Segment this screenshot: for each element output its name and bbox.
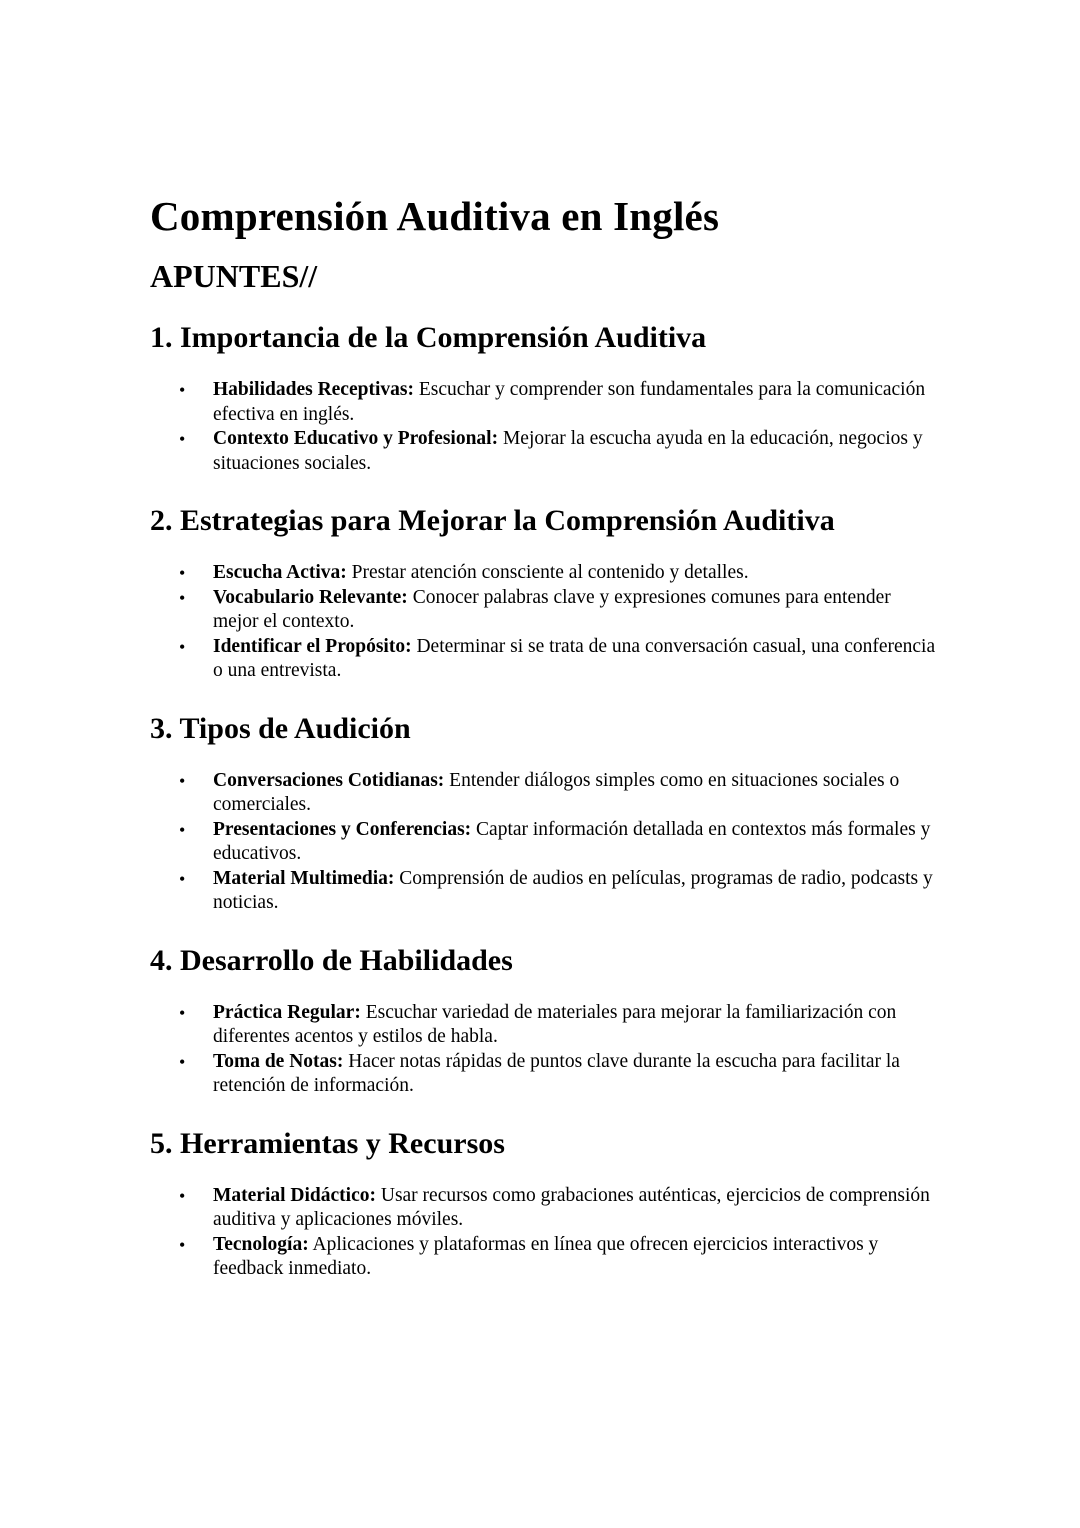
item-text: Prestar atención consciente al contenido y detalles. xyxy=(346,562,749,583)
item-text: Conocer palabras clave y expresiones comunes para entender mejor el contexto. xyxy=(213,586,891,632)
document-page xyxy=(150,190,940,1282)
bullet-list xyxy=(150,769,940,916)
bullet-list xyxy=(150,378,940,476)
item-text: Entender diálogos simples como en situaciones sociales o comerciales. xyxy=(213,769,900,815)
section-importancia xyxy=(150,318,940,476)
item-term: Material Multimedia: xyxy=(213,867,395,889)
item-text: Mejorar la escucha ayuda en la educación, negocios y situaciones sociales. xyxy=(213,428,923,474)
list-item xyxy=(150,1050,940,1099)
section-tipos xyxy=(150,709,940,916)
item-term: Presentaciones y Conferencias: xyxy=(213,818,472,840)
section-estrategias xyxy=(150,501,940,684)
item-text: Determinar si se trata de una conversación casual, una conferencia o una entrevista. xyxy=(213,635,936,681)
item-text: Escuchar y comprender son fundamentales para la comunicación efectiva en inglés. xyxy=(213,379,926,425)
item-text: Escuchar variedad de materiales para mejorar la familiarización con diferentes acentos y estilos de habla. xyxy=(213,1001,897,1047)
list-item xyxy=(150,769,940,818)
list-item xyxy=(150,635,940,684)
item-term: Toma de Notas: xyxy=(213,1050,344,1072)
section-heading: 1. Importancia de la Comprensión Auditiva xyxy=(150,321,707,354)
bullet-list xyxy=(150,561,940,684)
section-herramientas xyxy=(150,1124,940,1282)
item-term: Tecnología: xyxy=(213,1233,309,1255)
list-item xyxy=(150,427,940,476)
item-text: Aplicaciones y plataformas en línea que ofrecen ejercicios interactivos y feedback inmediato. xyxy=(213,1233,879,1279)
item-text: Hacer notas rápidas de puntos clave durante la escucha para facilitar la retención de información. xyxy=(213,1050,900,1096)
item-text: Usar recursos como grabaciones auténticas, ejercicios de comprensión auditiva y aplicaciones móviles. xyxy=(213,1184,930,1230)
item-term: Material Didáctico: xyxy=(213,1184,376,1206)
list-item xyxy=(150,378,940,427)
list-item xyxy=(150,586,940,635)
list-item xyxy=(150,867,940,916)
section-heading: 5. Herramientas y Recursos xyxy=(150,1126,505,1160)
list-item xyxy=(150,1001,940,1050)
section-desarrollo xyxy=(150,941,940,1099)
document-subtitle: APUNTES// xyxy=(150,258,318,294)
item-term: Vocabulario Relevante: xyxy=(213,586,408,608)
bullet-list xyxy=(150,1001,940,1099)
item-term: Práctica Regular: xyxy=(213,1001,361,1023)
list-item xyxy=(150,1233,940,1282)
section-heading: 2. Estrategias para Mejorar la Comprensión Auditiva xyxy=(150,504,835,537)
item-term: Identificar el Propósito: xyxy=(213,635,412,657)
section-heading: 4. Desarrollo de Habilidades xyxy=(150,943,513,977)
list-item xyxy=(150,1184,940,1233)
item-text: Captar información detallada en contextos más formales y educativos. xyxy=(213,818,931,864)
item-term: Habilidades Receptivas: xyxy=(213,379,414,400)
list-item xyxy=(150,818,940,867)
bullet-list xyxy=(150,1184,940,1282)
item-term: Contexto Educativo y Profesional: xyxy=(213,428,499,449)
item-term: Conversaciones Cotidianas: xyxy=(213,769,445,791)
document-title: Comprensión Auditiva en Inglés xyxy=(150,193,720,239)
item-text: Comprensión de audios en películas, programas de radio, podcasts y noticias. xyxy=(213,867,933,913)
item-term: Escucha Activa: xyxy=(213,562,347,583)
section-heading: 3. Tipos de Audición xyxy=(150,711,411,745)
list-item xyxy=(150,561,940,586)
